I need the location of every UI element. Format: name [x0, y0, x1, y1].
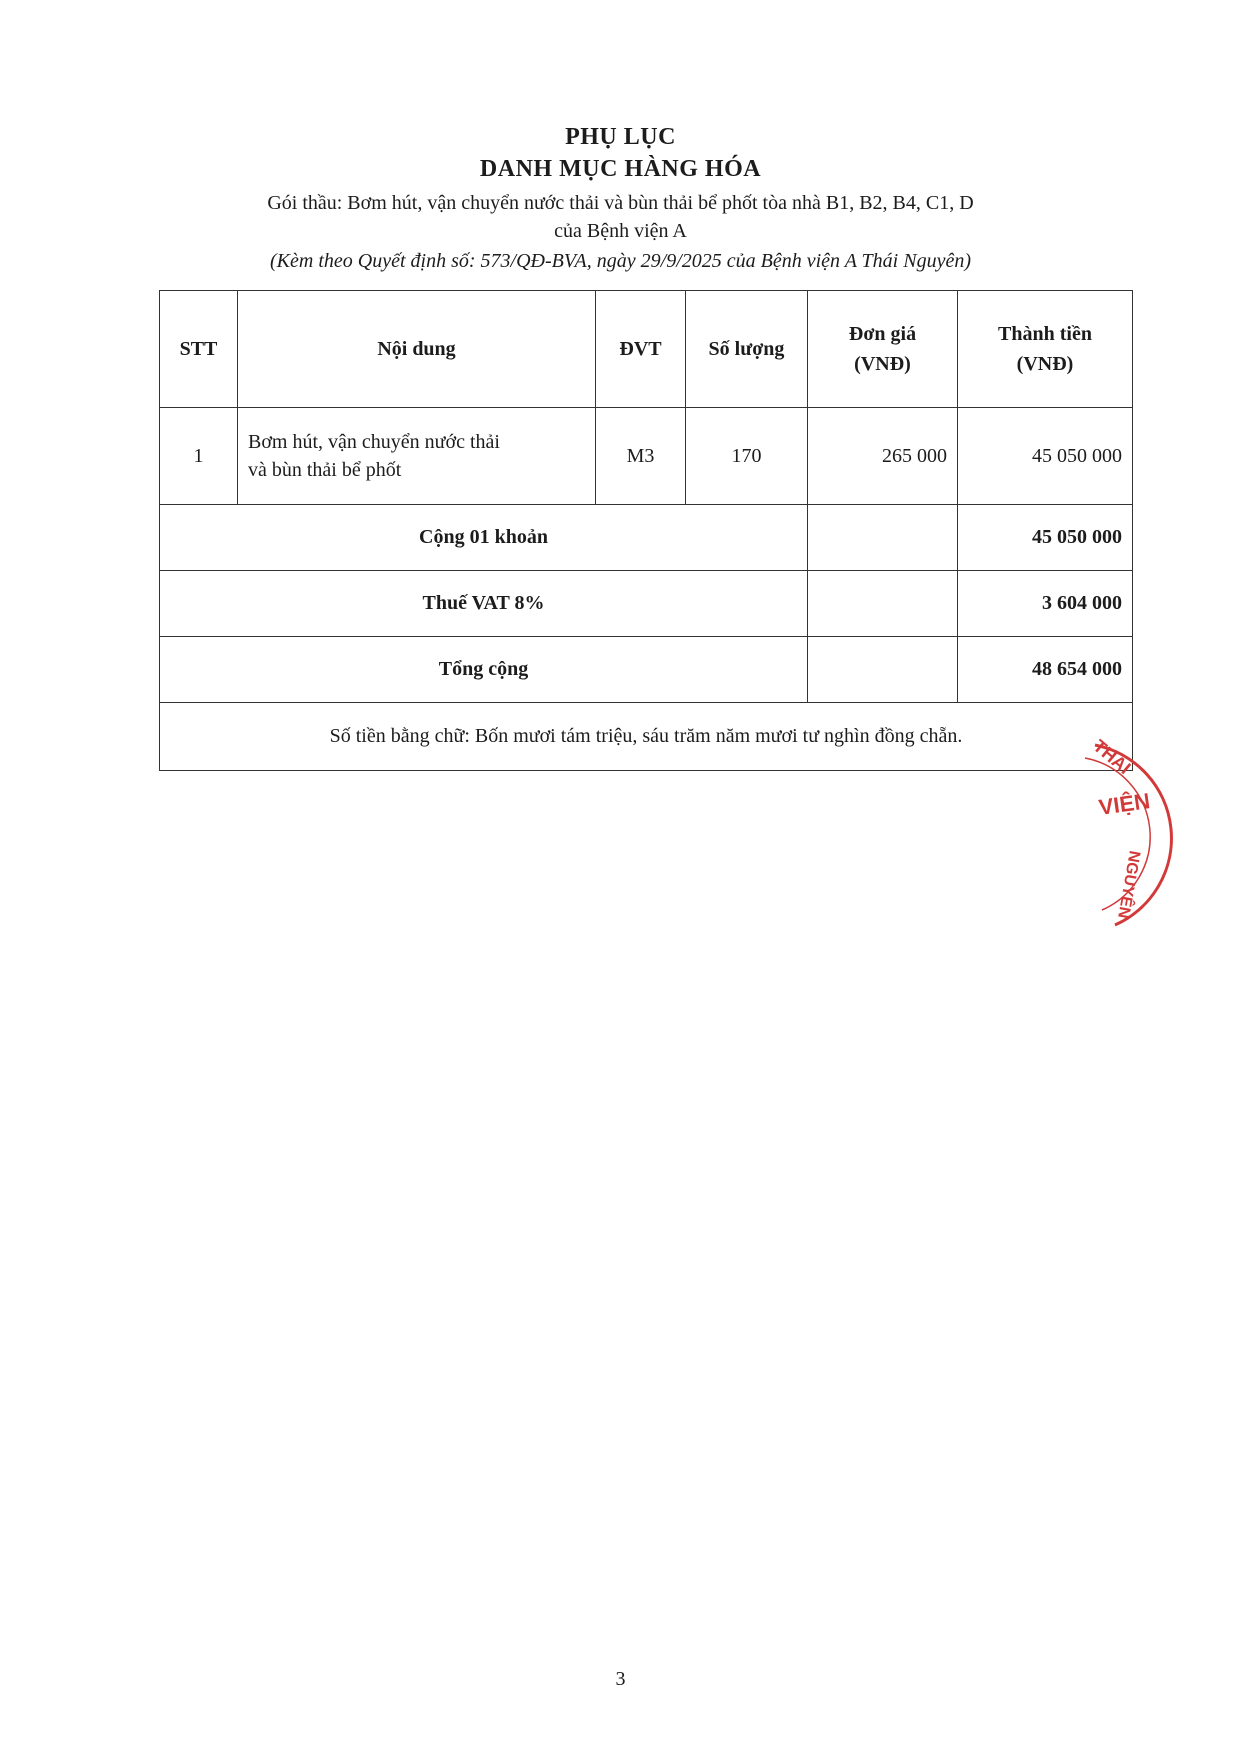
- grand-total-value: 48 654 000: [958, 637, 1133, 703]
- subtotal-row: [160, 505, 1133, 571]
- stamp-text-thai: THÁI: [1089, 735, 1135, 779]
- cell-quantity: 170: [686, 408, 808, 505]
- doc-title: PHỤ LỤC: [565, 124, 676, 150]
- col-unit-price: [808, 291, 958, 408]
- doc-subtitle: DANH MỤC HÀNG HÓA: [479, 156, 762, 182]
- cell-content: [238, 408, 596, 505]
- col-total-line1: Thành tiền: [998, 323, 1092, 345]
- package-line-2: của Bệnh viện A: [554, 220, 687, 242]
- subtotal-empty-cell: [808, 505, 958, 571]
- col-content: Nội dung: [238, 291, 596, 408]
- col-unit-price-line2: (VNĐ): [854, 353, 911, 375]
- table-header-row: [160, 291, 1133, 408]
- cell-content-line1: Bơm hút, vận chuyển nước thải: [248, 431, 500, 453]
- cell-total: 45 050 000: [958, 408, 1133, 505]
- col-total: [958, 291, 1133, 408]
- page-number: 3: [615, 1668, 626, 1690]
- grand-total-empty-cell: [808, 637, 958, 703]
- col-unit-price-line1: Đơn giá: [848, 323, 917, 345]
- red-seal-stamp-icon: [1060, 730, 1200, 940]
- stamp-text-nguyen: NGUYÊN: [1114, 849, 1143, 920]
- decision-reference: (Kèm theo Quyết định số: 573/QĐ-BVA, ngày 29/9/2025 của Bệnh viện A Thái Nguyên): [270, 250, 971, 272]
- cell-stt: 1: [160, 408, 238, 505]
- amount-in-words: Số tiền bằng chữ: Bốn mươi tám triệu, sáu trăm năm mươi tư nghìn đồng chẵn.: [160, 703, 1133, 771]
- table-row: [160, 408, 1133, 505]
- vat-value: 3 604 000: [958, 571, 1133, 637]
- subtotal-label: Cộng 01 khoản: [160, 505, 808, 571]
- subtotal-value: 45 050 000: [958, 505, 1133, 571]
- col-total-line2: (VNĐ): [1016, 353, 1074, 375]
- goods-table: [159, 290, 1133, 771]
- grand-total-row: [160, 637, 1133, 703]
- cell-content-line2: và bùn thải bể phốt: [248, 459, 402, 481]
- col-quantity: Số lượng: [686, 291, 808, 408]
- amount-in-words-row: [160, 703, 1133, 771]
- stamp-text-vien: VIỆN: [1097, 788, 1152, 820]
- cell-unit-price: 265 000: [808, 408, 958, 505]
- package-line-1: Gói thầu: Bơm hút, vận chuyển nước thải và bùn thải bể phốt tòa nhà B1, B2, B4, C1, D: [267, 192, 974, 214]
- vat-label: Thuế VAT 8%: [160, 571, 808, 637]
- grand-total-label: Tổng cộng: [160, 637, 808, 703]
- vat-row: [160, 571, 1133, 637]
- col-stt: STT: [160, 291, 238, 408]
- vat-empty-cell: [808, 571, 958, 637]
- cell-unit: M3: [596, 408, 686, 505]
- col-unit: ĐVT: [596, 291, 686, 408]
